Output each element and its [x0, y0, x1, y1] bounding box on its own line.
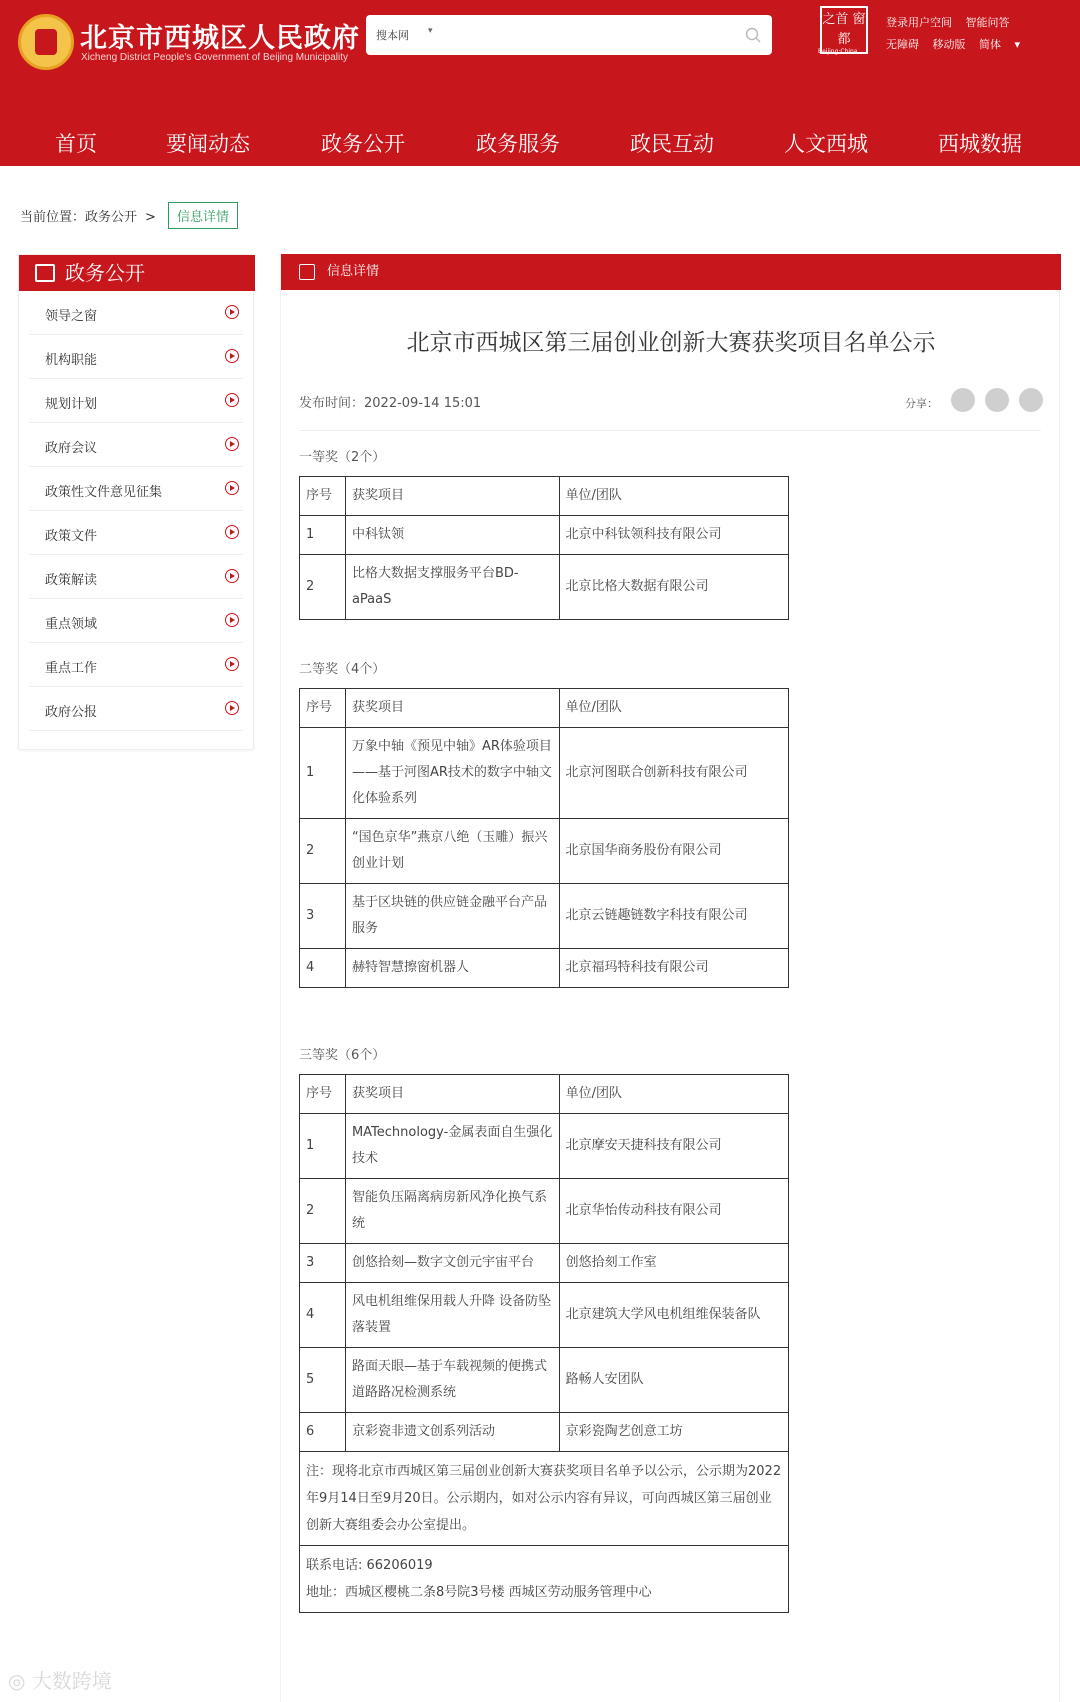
cell-project: 中科钛领 — [345, 516, 559, 555]
nav-gov-affairs[interactable]: 政务公开 — [321, 132, 405, 156]
col-header: 序号 — [300, 477, 346, 516]
cell-project: 创悠拾刻—数字文创元宇宙平台 — [345, 1244, 559, 1283]
cell-project: 风电机组维保用载人升降 设备防坠落装置 — [345, 1283, 559, 1348]
sidebar-item-label: 规划计划 — [45, 397, 98, 412]
col-header: 单位/团队 — [559, 1075, 788, 1114]
cell-project: MATechnology-金属表面自生强化技术 — [345, 1114, 559, 1179]
cell-index: 2 — [300, 1179, 346, 1244]
table-row — [300, 1114, 789, 1179]
cell-team: 北京国华商务股份有限公司 — [559, 819, 789, 884]
capital-logo[interactable]: 之首 窗都 — [820, 6, 868, 54]
nav-culture[interactable]: 人文西城 — [784, 132, 868, 156]
table-row — [300, 516, 789, 555]
cell-team: 北京华怡传动科技有限公司 — [559, 1179, 788, 1244]
sidebar-item-label: 政策性文件意见征集 — [45, 485, 163, 500]
cell-index: 3 — [300, 884, 346, 949]
col-header: 获奖项目 — [345, 477, 559, 516]
publish-value: 2022-09-14 15:01 — [364, 396, 482, 411]
publish-label: 发布时间： — [299, 396, 365, 411]
table-row — [300, 1348, 789, 1413]
watermark-text: 大数跨境 — [31, 1669, 112, 1693]
sidebar-item-key-work[interactable] — [29, 643, 243, 687]
table-header-row — [300, 1075, 789, 1114]
sidebar-item-interpretation[interactable] — [29, 555, 243, 599]
mobile-link[interactable]: 移动版 — [932, 38, 966, 51]
login-link[interactable]: 登录用户空间 — [886, 16, 952, 29]
first-prize-table — [299, 476, 789, 620]
sidebar-item-meetings[interactable] — [29, 423, 243, 467]
cell-index: 5 — [300, 1348, 346, 1413]
play-circle-icon — [225, 657, 239, 671]
play-circle-icon — [225, 569, 239, 583]
cell-project: 智能负压隔离病房新风净化换气系统 — [345, 1179, 559, 1244]
table-row — [300, 1179, 789, 1244]
weibo-share-icon[interactable] — [985, 388, 1009, 412]
article-title: 北京市西城区第三届创业创新大赛获奖项目名单公示 — [406, 330, 936, 356]
play-circle-icon — [225, 349, 239, 363]
cell-team: 京彩瓷陶艺创意工坊 — [559, 1413, 788, 1452]
sidebar-item-label: 政府公报 — [45, 705, 98, 720]
third-prize-label: 三等奖（6个） — [299, 1048, 386, 1063]
cell-index: 4 — [300, 1283, 346, 1348]
sidebar-item-label: 政策文件 — [45, 529, 98, 544]
divider — [299, 430, 1041, 431]
play-circle-icon — [225, 525, 239, 539]
chevron-down-icon[interactable]: ▾ — [428, 26, 433, 36]
cell-index: 1 — [300, 1114, 346, 1179]
sidebar-item-label: 领导之窗 — [45, 309, 98, 324]
contact-row — [300, 1546, 789, 1613]
col-header: 单位/团队 — [559, 689, 789, 728]
cell-team: 创悠拾刻工作室 — [559, 1244, 788, 1283]
cell-project: 赫特智慧擦窗机器人 — [345, 949, 559, 988]
cell-team: 北京河图联合创新科技有限公司 — [559, 728, 789, 819]
publish-time — [299, 392, 481, 411]
table-row — [300, 819, 789, 884]
cell-team: 北京比格大数据有限公司 — [559, 555, 789, 620]
table-row — [300, 1413, 789, 1452]
second-prize-label: 二等奖（4个） — [299, 662, 386, 677]
cell-index: 4 — [300, 949, 346, 988]
watermark: ◎ 大数跨境 — [8, 1669, 112, 1693]
breadcrumb-parent[interactable]: 政务公开 — [85, 210, 138, 225]
capital-logo-subtitle: Beijing·China — [818, 48, 858, 55]
sidebar-item-gazette[interactable] — [29, 687, 243, 731]
table-row — [300, 1283, 789, 1348]
sidebar-item-consultation[interactable] — [29, 467, 243, 511]
notice-note: 注：现将北京市西城区第三届创业创新大赛获奖项目名单予以公示，公示期为2022年9月14日至9月20日。公示期内，如对公示内容有异议，可向西城区第三届创业创新大赛组委会办公室提出。 — [300, 1452, 789, 1546]
breadcrumb — [20, 202, 238, 229]
list-icon — [35, 264, 55, 282]
nav-gov-services[interactable]: 政务服务 — [476, 132, 560, 156]
table-row — [300, 1244, 789, 1283]
site-title[interactable]: 北京市西城区人民政府 — [80, 23, 360, 54]
contact-address: 地址：西城区樱桃二条8号院3号楼 西城区劳动服务管理中心 — [306, 1585, 652, 1600]
play-circle-icon — [225, 613, 239, 627]
breadcrumb-separator: > — [145, 210, 156, 225]
third-prize-table — [299, 1074, 789, 1613]
col-header: 序号 — [300, 1075, 346, 1114]
sidebar — [18, 254, 254, 750]
search-scope-select[interactable]: 搜本网 — [376, 29, 409, 42]
table-row — [300, 884, 789, 949]
sidebar-item-leaders[interactable] — [29, 291, 243, 335]
sidebar-item-functions[interactable] — [29, 335, 243, 379]
sidebar-item-label: 重点领域 — [45, 617, 98, 632]
play-circle-icon — [225, 437, 239, 451]
site-subtitle: Xicheng District People's Government of Beijing Municipality — [81, 52, 349, 63]
sidebar-item-policy-docs[interactable] — [29, 511, 243, 555]
search-icon[interactable] — [744, 26, 762, 44]
breadcrumb-current[interactable]: 信息详情 — [168, 202, 238, 229]
table-row — [300, 949, 789, 988]
cell-index: 1 — [300, 728, 346, 819]
sidebar-item-plans[interactable] — [29, 379, 243, 423]
cell-project: 京彩瓷非遗文创系列活动 — [345, 1413, 559, 1452]
nav-news[interactable]: 要闻动态 — [166, 132, 250, 156]
sidebar-item-label: 政策解读 — [45, 573, 98, 588]
sidebar-header — [19, 255, 255, 291]
cell-index: 2 — [300, 819, 346, 884]
cell-project: 路面天眼—基于车载视频的便携式道路路况检测系统 — [345, 1348, 559, 1413]
search-box — [366, 15, 772, 55]
cell-project: 基于区块链的供应链金融平台产品服务 — [345, 884, 559, 949]
contact-cell — [300, 1546, 789, 1613]
cell-index: 6 — [300, 1413, 346, 1452]
content-panel — [280, 254, 1060, 1702]
cell-team: 北京建筑大学风电机组维保装备队 — [559, 1283, 788, 1348]
nav-home[interactable]: 首页 — [55, 132, 97, 156]
note-row — [300, 1452, 789, 1546]
play-circle-icon — [225, 481, 239, 495]
col-header: 获奖项目 — [345, 689, 559, 728]
smart-qa-link[interactable]: 智能问答 — [965, 16, 1010, 29]
second-prize-table — [299, 688, 789, 988]
cell-project: 比格大数据支撑服务平台BD-aPaaS — [345, 555, 559, 620]
cell-team: 北京福玛特科技有限公司 — [559, 949, 789, 988]
nav-data[interactable]: 西城数据 — [938, 132, 1022, 156]
play-circle-icon — [225, 305, 239, 319]
table-row — [300, 728, 789, 819]
col-header: 单位/团队 — [559, 477, 789, 516]
language-select[interactable]: 简体 ▾ — [979, 38, 1021, 51]
main-nav — [0, 110, 1080, 166]
cell-index: 1 — [300, 516, 346, 555]
cell-team: 北京中科钛领科技有限公司 — [559, 516, 789, 555]
sidebar-item-label: 政府会议 — [45, 441, 98, 456]
table-row — [300, 555, 789, 620]
top-links — [886, 12, 1030, 56]
national-emblem-icon[interactable] — [18, 14, 74, 70]
cell-index: 3 — [300, 1244, 346, 1283]
play-circle-icon — [225, 393, 239, 407]
cell-index: 2 — [300, 555, 346, 620]
content-header-label: 信息详情 — [327, 264, 380, 279]
sidebar-item-key-areas[interactable] — [29, 599, 243, 643]
cell-team: 路畅人安团队 — [559, 1348, 788, 1413]
sidebar-item-label: 重点工作 — [45, 661, 98, 676]
sidebar-title: 政务公开 — [65, 261, 145, 285]
cell-team: 北京摩安天捷科技有限公司 — [559, 1114, 788, 1179]
sidebar-item-label: 机构职能 — [45, 353, 98, 368]
nav-interaction[interactable]: 政民互动 — [630, 132, 714, 156]
cell-project: 万象中轴《预见中轴》AR体验项目——基于河图AR技术的数字中轴文化体验系列 — [345, 728, 559, 819]
favorite-share-icon[interactable] — [1019, 388, 1043, 412]
col-header: 获奖项目 — [345, 1075, 559, 1114]
breadcrumb-prefix: 当前位置： — [20, 210, 86, 225]
cell-team: 北京云链趣链数字科技有限公司 — [559, 884, 789, 949]
share-label: 分享： — [905, 397, 938, 410]
list-icon — [299, 264, 315, 280]
table-header-row — [300, 689, 789, 728]
accessibility-link[interactable]: 无障碍 — [886, 38, 919, 51]
table-header-row — [300, 477, 789, 516]
content-header — [281, 254, 1061, 290]
play-circle-icon — [225, 701, 239, 715]
wechat-share-icon[interactable] — [951, 388, 975, 412]
col-header: 序号 — [300, 689, 346, 728]
site-header — [0, 0, 1080, 166]
contact-phone: 联系电话: 66206019 — [306, 1558, 433, 1573]
first-prize-label: 一等奖（2个） — [299, 450, 386, 465]
cell-project: “国色京华”燕京八绝（玉雕）振兴创业计划 — [345, 819, 559, 884]
search-input[interactable] — [444, 21, 714, 49]
